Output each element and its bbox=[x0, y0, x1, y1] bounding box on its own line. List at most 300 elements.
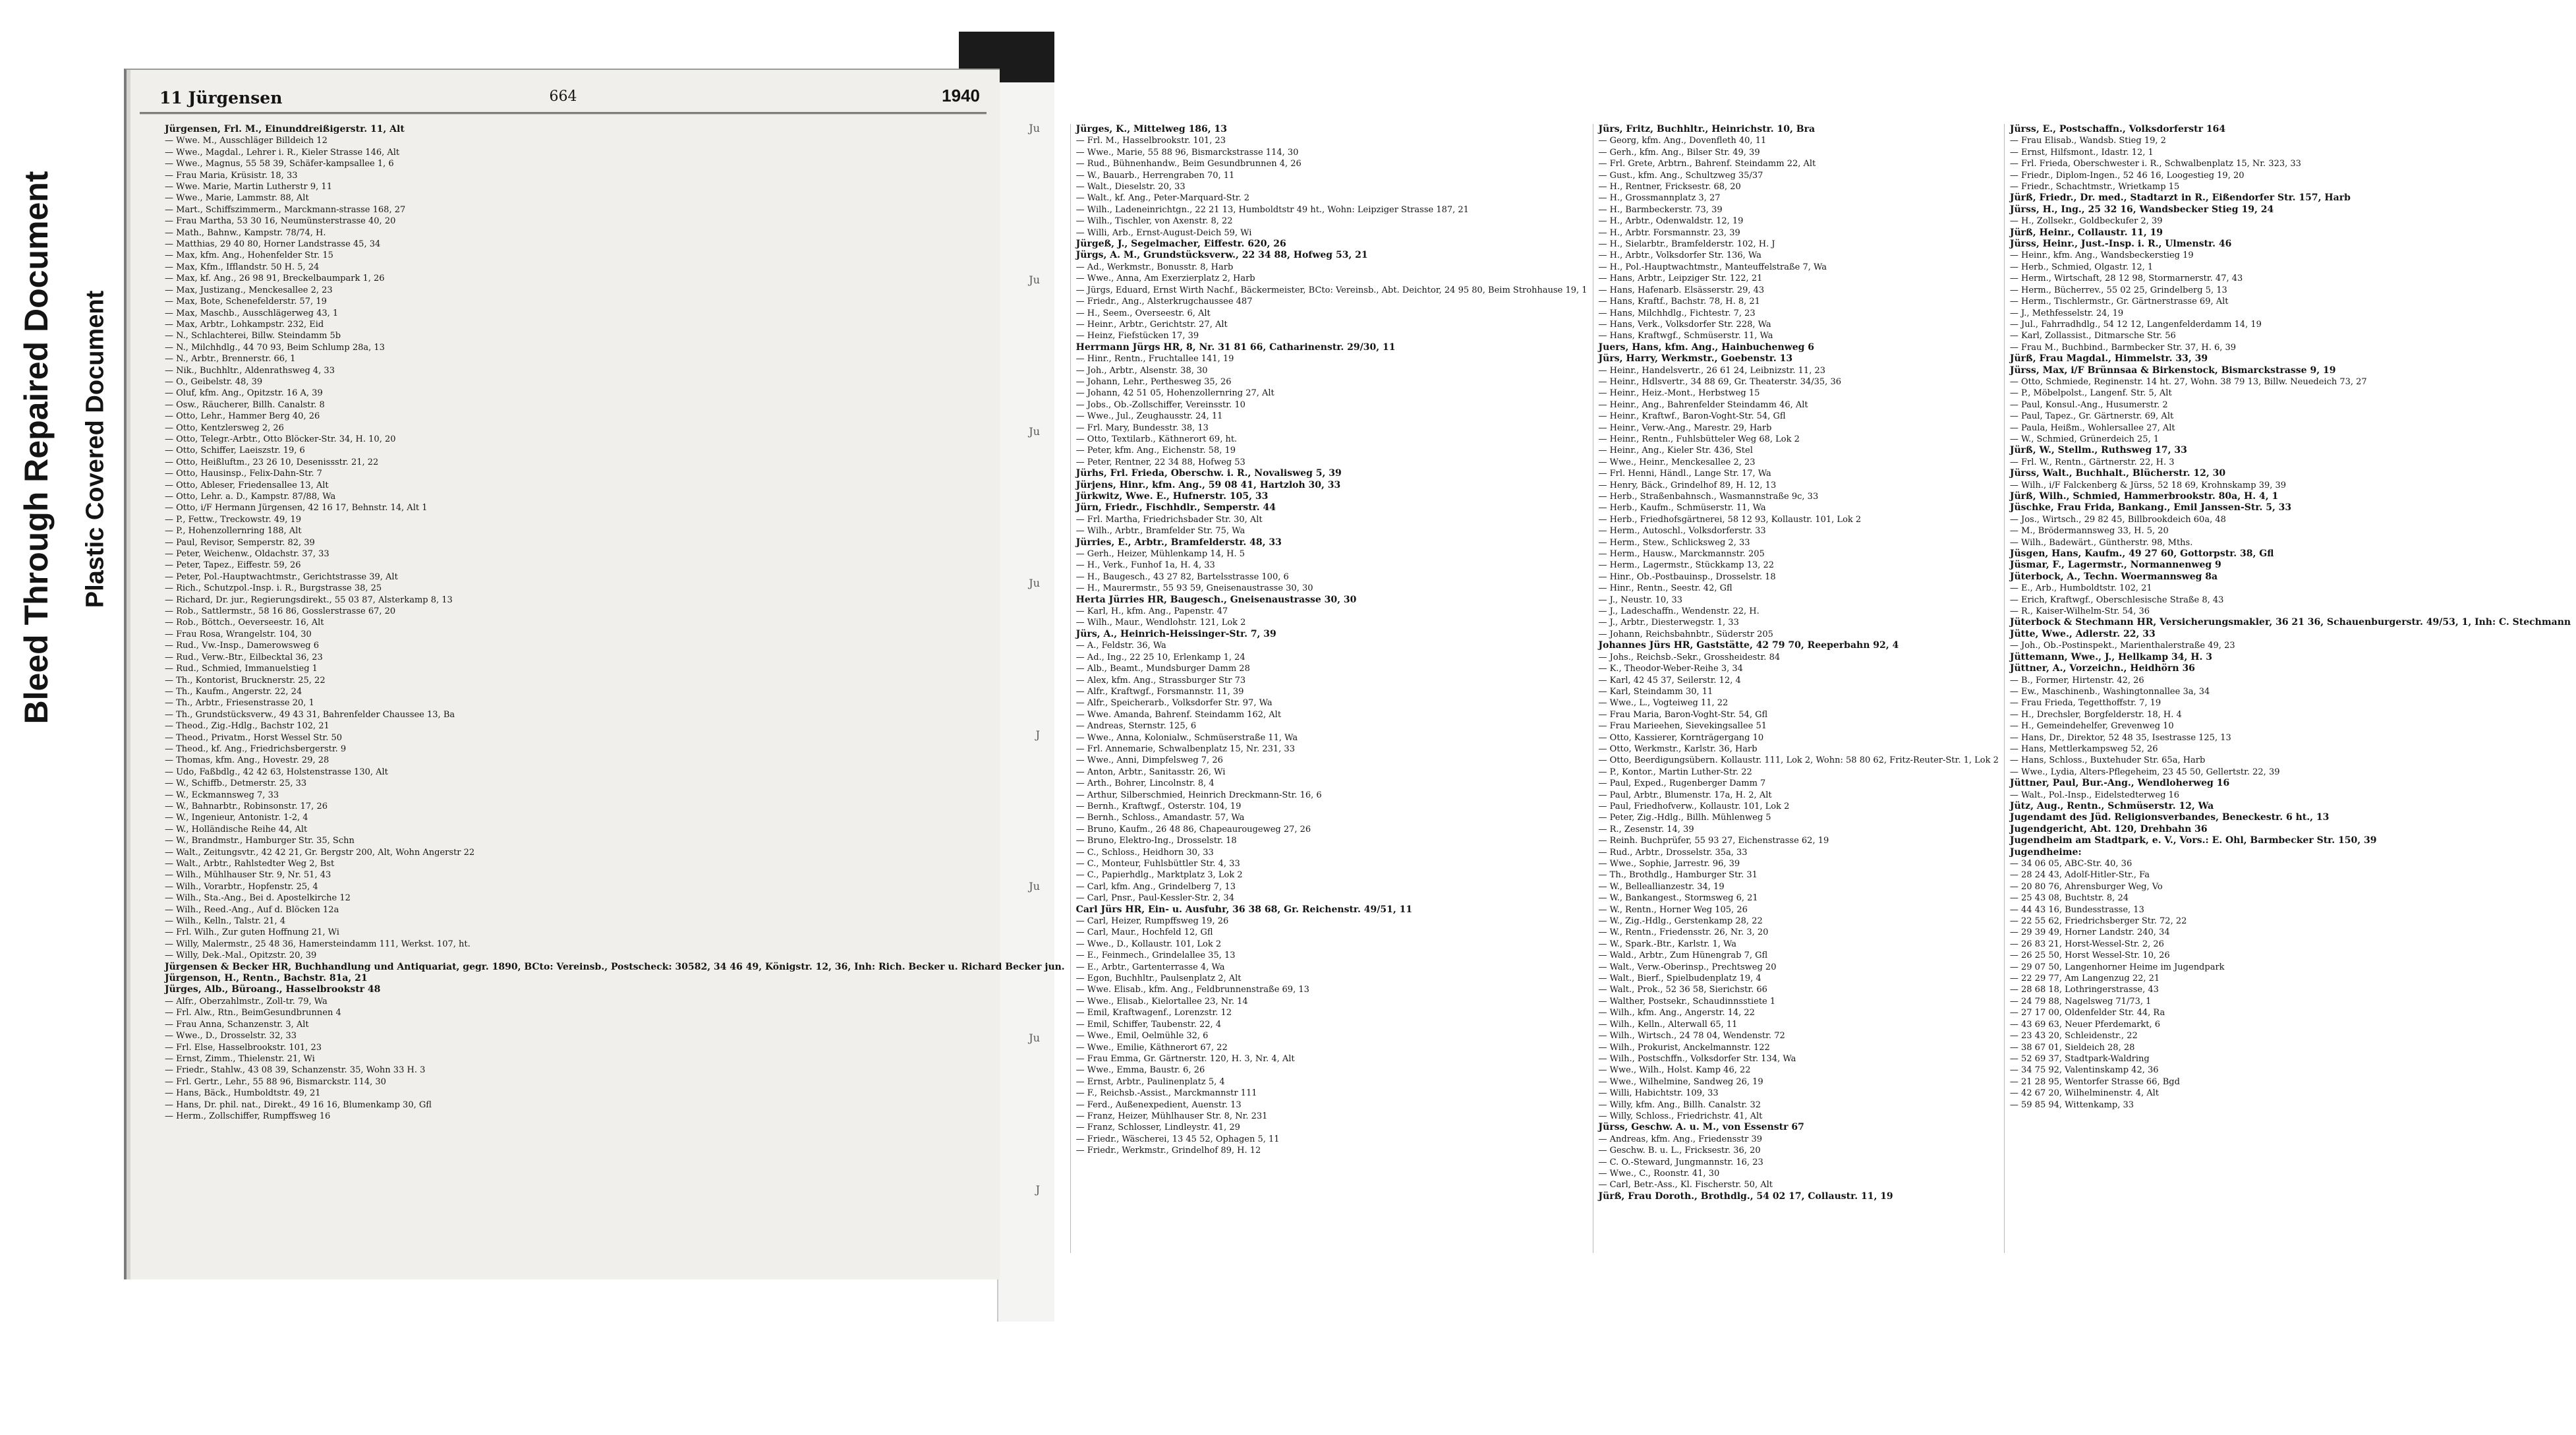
directory-entry: — Emil, Schiffer, Taubenstr. 22, 4 bbox=[1075, 1019, 1222, 1030]
directory-entry: — Frau Maria, Krüsistr. 18, 33 bbox=[165, 170, 298, 181]
adjacent-page-letter: Ju bbox=[1029, 274, 1040, 286]
directory-entry: — Alfr., Oberzahlmstr., Zoll-tr. 79, Wa bbox=[165, 996, 328, 1007]
bleed-through-caption: Bleed Through Repaired Document bbox=[18, 171, 55, 724]
directory-entry: — Th., Brothdlg., Hamburger Str. 31 bbox=[1598, 870, 1758, 881]
directory-entry: — P., Fettw., Treckowstr. 49, 19 bbox=[165, 514, 302, 525]
directory-entry: — C., Schloss., Heidhorn 30, 33 bbox=[1075, 847, 1214, 858]
directory-entry: — Max, Justizang., Menckesallee 2, 23 bbox=[165, 285, 333, 295]
directory-entry: — Jürgs, Eduard, Ernst Wirth Nachf., Bäckermeister, BCto: Vereinsb., Abt. Deichtor, 24 95 80, Beim Strohhause 19, 1 bbox=[1075, 285, 1588, 295]
directory-entry: — C. O.-Steward, Jungmannstr. 16, 23 bbox=[1598, 1157, 1763, 1167]
directory-entry: — Hans, Dr. phil. nat., Direkt., 49 16 16, Blumenkamp 30, Gfl bbox=[165, 1099, 432, 1110]
directory-entry: — J., Neustr. 10, 33 bbox=[1598, 595, 1682, 605]
directory-entry: — W., Zig.-Hdlg., Gerstenkamp 28, 22 bbox=[1598, 916, 1763, 927]
directory-entry: — W., Rentn., Horner Weg 105, 26 bbox=[1598, 904, 1748, 915]
directory-entry: — E., Arbtr., Gartenterrasse 4, Wa bbox=[1075, 962, 1225, 972]
directory-entry: — Wilh., Badewärt., Güntherstr. 98, Mths. bbox=[2009, 537, 2193, 548]
directory-entry: — Walt., Dieselstr. 20, 33 bbox=[1075, 182, 1186, 192]
directory-entry: Jürß, Frau Doroth., Brothdlg., 54 02 17, Collaustr. 11, 19 bbox=[1598, 1190, 1893, 1202]
directory-entry: Carl Jürs HR, Ein- u. Ausfuhr, 36 38 68, Gr. Reichenstr. 49/51, 11 bbox=[1075, 904, 1413, 915]
directory-entry: — Reinh. Buchprüfer, 55 93 27, Eichenstrasse 62, 19 bbox=[1598, 836, 1829, 846]
directory-entry: — W., Schiffb., Detmerstr. 25, 33 bbox=[165, 778, 307, 789]
directory-entry: — Herb., Schmied, Olgastr. 12, 1 bbox=[2009, 262, 2154, 272]
adjacent-page-letter: Ju bbox=[1029, 1032, 1040, 1044]
directory-entry: — W., Ingenieur, Antonistr. 1-2, 4 bbox=[165, 813, 308, 823]
column-2 bbox=[1071, 124, 1593, 1253]
page-number: 664 bbox=[549, 88, 577, 105]
directory-entry: — Wilh., Sta.-Ang., Bei d. Apostelkirche 12 bbox=[165, 893, 351, 904]
directory-entry: — 44 43 16, Bundesstrasse, 13 bbox=[2009, 904, 2144, 915]
directory-entry: — Wilh., i/F Falckenberg & Jürss, 52 18 69, Krohnskamp 39, 39 bbox=[2009, 480, 2287, 490]
directory-entry: — Frl. Grete, Arbtrn., Bahrenf. Steindamm 22, Alt bbox=[1598, 159, 1816, 169]
directory-entry: — H., Zollsekr., Goldbeckufer 2, 39 bbox=[2009, 216, 2163, 227]
directory-entry: — 34 06 05, ABC-Str. 40, 36 bbox=[2009, 859, 2132, 869]
directory-entry: Jüterbock, A., Techn. Woermannsweg 8a bbox=[2009, 571, 2218, 582]
directory-entry: — Th., Kaufm., Angerstr. 22, 24 bbox=[165, 686, 302, 697]
directory-entry: — Paul, Arbtr., Blumenstr. 17a, H. 2, Alt bbox=[1598, 790, 1772, 800]
directory-entry: Jürss, Geschw. A. u. M., von Essenstr 67 bbox=[1598, 1122, 1804, 1133]
directory-entry: — P., Hohenzollernring 188, Alt bbox=[165, 526, 302, 537]
directory-entry: — Herm., Autoschl., Volksdorferstr. 33 bbox=[1598, 526, 1766, 537]
directory-entry: — Emil, Kraftwagenf., Lorenzstr. 12 bbox=[1075, 1008, 1232, 1018]
directory-entry: — Karl, 42 45 37, Seilerstr. 12, 4 bbox=[1598, 675, 1741, 686]
directory-entry: — Ad., Werkmstr., Bonusstr. 8, Harb bbox=[1075, 262, 1234, 272]
directory-entry: — Wwe., Heinr., Menckesallee 2, 23 bbox=[1598, 457, 1756, 467]
directory-entry: — E., Feinmech., Grindelallee 35, 13 bbox=[1075, 951, 1236, 961]
directory-entry: — 38 67 01, Sieldeich 28, 28 bbox=[2009, 1042, 2135, 1053]
directory-entry: — Peter, kfm. Ang., Eichenstr. 58, 19 bbox=[1075, 446, 1236, 456]
directory-entry: — Wwe., Emil, Oelmühle 32, 6 bbox=[1075, 1031, 1209, 1041]
directory-entry: — Heinr., Heiz.-Mont., Herbstweg 15 bbox=[1598, 388, 1760, 399]
directory-entry: — Carl, kfm. Ang., Grindelberg 7, 13 bbox=[1075, 881, 1236, 892]
directory-entry: — Math., Bahnw., Kampstr. 78/74, H. bbox=[165, 227, 326, 238]
directory-entry: — Franz, Heizer, Mühlhauser Str. 8, Nr. 231 bbox=[1075, 1111, 1268, 1121]
directory-entry: — H., Pol.-Hauptwachtmstr., Manteuffelstraße 7, Wa bbox=[1598, 262, 1827, 272]
directory-entry: — Thomas, kfm. Ang., Hovestr. 29, 28 bbox=[165, 755, 329, 766]
directory-entry: Jüttemann, Wwe., J., Hellkamp 34, H. 3 bbox=[2009, 651, 2212, 662]
directory-entry: — Walt., Zeitungsvtr., 42 42 21, Gr. Bergstr 200, Alt, Wohn Angerstr 22 bbox=[165, 847, 475, 858]
directory-entry: — Max, Kfm., Ifflandstr. 50 H. 5, 24 bbox=[165, 262, 320, 272]
directory-entry: — Willi, Habichtstr. 109, 33 bbox=[1598, 1088, 1719, 1099]
directory-entry: — Ernst, Zimm., Thielenstr. 21, Wi bbox=[165, 1053, 315, 1064]
directory-entry: — Egon, Buchhltr., Paulsenplatz 2, Alt bbox=[1075, 974, 1242, 984]
directory-entry: — Wwe., Anna, Am Exerzierplatz 2, Harb bbox=[1075, 274, 1255, 284]
directory-entry: — 59 85 94, Wittenkamp, 33 bbox=[2009, 1099, 2134, 1110]
directory-entry: — Herm., Stew., Schlicksweg 2, 33 bbox=[1598, 537, 1750, 548]
directory-entry: — Erich, Kraftwgf., Oberschlesische Straße 8, 43 bbox=[2009, 595, 2224, 605]
directory-entry: — Otto, Kentzlersweg 2, 26 bbox=[165, 423, 284, 433]
directory-entry: — Jos., Wirtsch., 29 82 45, Billbrookdeich 60a, 48 bbox=[2009, 514, 2226, 525]
directory-entry: Jürs, Harry, Werkmstr., Goebenstr. 13 bbox=[1598, 353, 1793, 365]
directory-entry: — Frl. Alw., Rtn., BeimGesundbrunnen 4 bbox=[165, 1008, 341, 1018]
directory-entry: — H., Drechsler, Borgfelderstr. 18, H. 4 bbox=[2009, 709, 2182, 720]
directory-entry: — Friedr., Schachtmstr., Wrietkamp 15 bbox=[2009, 182, 2180, 192]
directory-entry: — Frau Frieda, Tegetthoffstr. 7, 19 bbox=[2009, 698, 2161, 709]
directory-entry: — Andreas, Sternstr. 125, 6 bbox=[1075, 721, 1197, 732]
directory-entry: — Max, kf. Ang., 26 98 91, Breckelbaumpark 1, 26 bbox=[165, 274, 385, 284]
directory-entry: — Wilh., Maur., Wendlohstr. 121, Lok 2 bbox=[1075, 618, 1246, 628]
column-3 bbox=[1593, 124, 2005, 1253]
directory-entry: — W., Bankangest., Stormsweg 6, 21 bbox=[1598, 893, 1758, 904]
directory-entry: — Ernst, Arbtr., Paulinenplatz 5, 4 bbox=[1075, 1076, 1225, 1087]
directory-columns bbox=[159, 124, 2571, 1253]
directory-entry: — Wwe., Emilie, Käthnerort 67, 22 bbox=[1075, 1042, 1228, 1053]
adjacent-page-letter: J bbox=[1035, 728, 1040, 741]
directory-entry: — 43 69 63, Neuer Pferdemarkt, 6 bbox=[2009, 1019, 2161, 1030]
directory-entry: — Walt., Verw.-Oberinsp., Prechtsweg 20 bbox=[1598, 962, 1777, 972]
directory-entry: — B., Former, Hirtenstr. 42, 26 bbox=[2009, 675, 2144, 686]
directory-entry: Jüttner, A., Vorzeichn., Heidhörn 36 bbox=[2009, 663, 2195, 674]
directory-entry: — Jobs., Ob.-Zollschiffer, Vereinsstr. 10 bbox=[1075, 399, 1245, 410]
directory-entry: — Herm., Lagermstr., Stückkamp 13, 22 bbox=[1598, 560, 1775, 571]
directory-entry: — Hans, Kraftf., Bachstr. 78, H. 8, 21 bbox=[1598, 297, 1760, 307]
directory-entry: — Frau Marieehen, Sievekingsallee 51 bbox=[1598, 721, 1767, 732]
directory-entry: — Rob., Böttch., Oeverseestr. 16, Alt bbox=[165, 618, 324, 628]
page-header-left: 11 Jürgensen bbox=[159, 88, 283, 107]
directory-entry: — Frl. Gertr., Lehr., 55 88 96, Bismarckstr. 114, 30 bbox=[165, 1076, 386, 1087]
directory-entry: — P., Kontor., Martin Luther-Str. 22 bbox=[1598, 767, 1752, 777]
directory-entry: — Hans, Verk., Volksdorfer Str. 228, Wa bbox=[1598, 319, 1771, 330]
directory-entry: — J., Ladeschaffn., Wendenstr. 22, H. bbox=[1598, 606, 1760, 617]
directory-entry: — Paula, Heißm., Wohlersallee 27, Alt bbox=[2009, 423, 2175, 433]
directory-entry: — Wilh., kfm. Ang., Angerstr. 14, 22 bbox=[1598, 1008, 1755, 1018]
directory-entry: — Gust., kfm. Ang., Schultzweg 35/37 bbox=[1598, 170, 1763, 181]
directory-entry: — Hans, Schloss., Buxtehuder Str. 65a, Harb bbox=[2009, 755, 2206, 766]
directory-entry: Jürss, Max, i/F Brünnsaa & Birkenstock, Bismarckstrasse 9, 19 bbox=[2009, 365, 2336, 376]
directory-entry: Jürries, E., Arbtr., Bramfelderstr. 48, 33 bbox=[1075, 537, 1282, 548]
directory-entry: — Wald., Arbtr., Zum Hünengrab 7, Gfl bbox=[1598, 951, 1768, 961]
directory-entry: — Carl, Pnsr., Paul-Kessler-Str. 2, 34 bbox=[1075, 893, 1235, 904]
directory-entry: — Wwe., Marie, 55 88 96, Bismarckstrasse 114, 30 bbox=[1075, 147, 1299, 158]
directory-entry: — Alex, kfm. Ang., Strassburger Str 73 bbox=[1075, 675, 1246, 686]
directory-entry: — 21 28 95, Wentorfer Strasse 66, Bgd bbox=[2009, 1076, 2180, 1087]
directory-entry: — H., Arbtr., Odenwaldstr. 12, 19 bbox=[1598, 216, 1744, 227]
directory-entry: — Carl, Heizer, Rumpffsweg 19, 26 bbox=[1075, 916, 1229, 927]
directory-entry: — H., Rentner, Fricksestr. 68, 20 bbox=[1598, 182, 1741, 192]
directory-entry: — Karl, Zollassist., Ditmarsche Str. 56 bbox=[2009, 331, 2176, 341]
directory-entry: — Walther, Postsekr., Schaudinnsstiete 1 bbox=[1598, 996, 1776, 1007]
directory-entry: — Frl. Wilh., Zur guten Hoffnung 21, Wi bbox=[165, 927, 339, 938]
directory-entry: — Matthias, 29 40 80, Horner Landstrasse 45, 34 bbox=[165, 239, 381, 250]
directory-entry: Jürn, Friedr., Fischhdlr., Semperstr. 44 bbox=[1075, 502, 1276, 513]
directory-entry: — Wilh., Vorarbtr., Hopfenstr. 25, 4 bbox=[165, 881, 318, 892]
directory-entry: — Anton, Arbtr., Sanitasstr. 26, Wi bbox=[1075, 767, 1226, 777]
directory-entry: Jürss, Heinr., Just.-Insp. i. R., Ulmenstr. 46 bbox=[2009, 239, 2232, 250]
directory-entry: — Paul, Friedhofverw., Kollaustr. 101, Lok 2 bbox=[1598, 801, 1790, 811]
directory-entry: — Hans, Milchhdlg., Fichtestr. 7, 23 bbox=[1598, 308, 1756, 318]
directory-entry: — Heinr., Rentn., Fuhlsbütteler Weg 68, Lok 2 bbox=[1598, 434, 1800, 444]
directory-entry: — Bernh., Schloss., Amandastr. 57, Wa bbox=[1075, 813, 1245, 823]
directory-entry: — Herm., Hausw., Marckmannstr. 205 bbox=[1598, 549, 1765, 560]
adjacent-page-letter: Ju bbox=[1029, 425, 1040, 438]
directory-entry: — Rob., Sattlermstr., 58 16 86, Gosslerstrasse 67, 20 bbox=[165, 606, 396, 617]
directory-entry: — W., Bauarb., Herrengraben 70, 11 bbox=[1075, 170, 1235, 181]
directory-entry: — H., Maurermstr., 55 93 59, Gneisenaustrasse 30, 30 bbox=[1075, 583, 1313, 594]
directory-entry: — Frau Maria, Baron-Voght-Str. 54, Gfl bbox=[1598, 709, 1768, 720]
directory-entry: — Mart., Schiffszimmerm., Marckmann-strasse 168, 27 bbox=[165, 204, 406, 215]
directory-entry: — Heinr., Handelsvertr., 26 61 24, Leibnizstr. 11, 23 bbox=[1598, 365, 1826, 376]
directory-entry: — K., Theodor-Weber-Reihe 3, 34 bbox=[1598, 664, 1743, 674]
directory-entry: — Herm., Wirtschaft, 28 12 98, Stormarnerstr. 47, 43 bbox=[2009, 274, 2243, 284]
directory-entry: — H., Sielarbtr., Bramfelderstr. 102, H. J bbox=[1598, 239, 1775, 250]
directory-entry: Jürhs, Frl. Frieda, Oberschw. i. R., Novalisweg 5, 39 bbox=[1075, 468, 1342, 479]
directory-entry: — Frau Elisab., Wandsb. Stieg 19, 2 bbox=[2009, 136, 2166, 146]
directory-entry: — Wwe. Amanda, Bahrenf. Steindamm 162, Alt bbox=[1075, 709, 1282, 720]
directory-entry: — Rud., Schmied, Immanuelstieg 1 bbox=[165, 664, 318, 674]
directory-entry: — Carl, Betr.-Ass., Kl. Fischerstr. 50, Alt bbox=[1598, 1180, 1773, 1190]
directory-entry: — Wwe., Sophie, Jarrestr. 96, 39 bbox=[1598, 859, 1740, 869]
directory-entry: — H., Grossmannplatz 3, 27 bbox=[1598, 193, 1721, 204]
directory-entry: — Wwe., Magnus, 55 58 39, Schäfer-kampsallee 1, 6 bbox=[165, 159, 394, 169]
directory-entry: — Walt., Arbtr., Rahlstedter Weg 2, Bst bbox=[165, 859, 335, 869]
directory-entry: — W., Spark.-Btr., Karlstr. 1, Wa bbox=[1598, 939, 1737, 949]
directory-entry: — Rich., Schutzpol.-Insp. i. R., Burgstrasse 38, 25 bbox=[165, 583, 382, 594]
directory-entry: Jürgs, A. M., Grundstücksverw., 22 34 88, Hofweg 53, 21 bbox=[1075, 250, 1368, 261]
directory-entry: — Willi, Arb., Ernst-August-Deich 59, Wi bbox=[1075, 227, 1252, 238]
directory-entry: — Willy, Schloss., Friedrichstr. 41, Alt bbox=[1598, 1111, 1763, 1121]
directory-entry: — R., Zesenstr. 14, 39 bbox=[1598, 824, 1694, 835]
directory-entry: — 34 75 92, Valentinskamp 42, 36 bbox=[2009, 1065, 2159, 1076]
directory-entry: — Oluf, kfm. Ang., Opitzstr. 16 A, 39 bbox=[165, 388, 323, 399]
directory-entry: — Otto, Schiffer, Laeiszstr. 19, 6 bbox=[165, 446, 305, 456]
directory-entry: — Walt., kf. Ang., Peter-Marquard-Str. 2 bbox=[1075, 193, 1250, 204]
directory-entry: — Peter, Rentner, 22 34 88, Hofweg 53 bbox=[1075, 457, 1245, 467]
directory-entry: — Hans, Mettlerkampsweg 52, 26 bbox=[2009, 744, 2158, 754]
directory-entry: — Wwe., Magdal., Lehrer i. R., Kieler Strasse 146, Alt bbox=[165, 147, 400, 158]
directory-entry: — Gerh., kfm. Ang., Bilser Str. 49, 39 bbox=[1598, 147, 1760, 158]
directory-entry: — Wwe., Marie, Lammstr. 88, Alt bbox=[165, 193, 309, 204]
directory-entry: — Joh., Ob.-Postinspekt., Marienthalerstraße 49, 23 bbox=[2009, 641, 2235, 651]
directory-entry: Jüterbock & Stechmann HR, Versicherungsmakler, 36 21 36, Schauenburgerstr. 49/53, 1, Inh: C. Stechmann bbox=[2009, 617, 2571, 628]
directory-entry: — Hinr., Ob.-Postbauinsp., Drosselstr. 18 bbox=[1598, 571, 1776, 582]
column-1 bbox=[159, 124, 1071, 1253]
directory-entry: — Wwe., Elisab., Kielortallee 23, Nr. 14 bbox=[1075, 996, 1248, 1007]
directory-entry: — Heinr., Ang., Bahrenfelder Steindamm 46, Alt bbox=[1598, 399, 1808, 410]
directory-entry: — Wilh., Tischler, von Axenstr. 8, 22 bbox=[1075, 216, 1233, 227]
directory-entry: — W., Rentn., Friedensstr. 26, Nr. 3, 20 bbox=[1598, 927, 1769, 938]
directory-entry: Jürjens, Hinr., kfm. Ang., 59 08 41, Hartzloh 30, 33 bbox=[1075, 479, 1341, 490]
directory-entry: Jugendamt des Jüd. Religionsverbandes, Beneckestr. 6 ht., 13 bbox=[2009, 812, 2330, 823]
directory-entry: — H., Arbtr., Volksdorfer Str. 136, Wa bbox=[1598, 250, 1761, 261]
directory-entry: — Rud., Vw.-Insp., Damerowsweg 6 bbox=[165, 641, 319, 651]
directory-entry: — Udo, Faßbdlg., 42 42 63, Holstenstrasse 130, Alt bbox=[165, 767, 388, 777]
directory-entry: — J., Arbtr., Diesterwegstr. 1, 33 bbox=[1598, 618, 1739, 628]
directory-entry: — Jul., Fahrradhdlg., 54 12 12, Langenfelderdamm 14, 19 bbox=[2009, 319, 2262, 330]
page-year: 1940 bbox=[942, 86, 980, 105]
directory-entry: — 20 80 76, Ahrensburger Weg, Vo bbox=[2009, 881, 2163, 892]
directory-entry: — N., Schlachterei, Billw. Steindamm 5b bbox=[165, 331, 341, 341]
directory-entry: — Frau M., Buchbind., Barmbecker Str. 37, H. 6, 39 bbox=[2009, 342, 2237, 353]
directory-entry: — Osw., Räucherer, Billh. Canalstr. 8 bbox=[165, 399, 325, 410]
directory-entry: Juers, Hans, kfm. Ang., Hainbuchenweg 6 bbox=[1598, 341, 1815, 353]
directory-entry: — Frl. Martha, Friedrichsbader Str. 30, Alt bbox=[1075, 514, 1263, 525]
directory-entry: — 52 69 37, Stadtpark-Waldring bbox=[2009, 1053, 2150, 1064]
directory-entry: — Theod., Privatm., Horst Wessel Str. 50 bbox=[165, 732, 343, 743]
directory-entry: — Hans, Arbtr., Leipziger Str. 122, 21 bbox=[1598, 274, 1763, 284]
directory-entry: — H., Barmbeckerstr. 73, 39 bbox=[1598, 204, 1723, 215]
directory-entry: — Hans, Kraftwgf., Schmüserstr. 11, Wa bbox=[1598, 331, 1773, 341]
directory-entry: — P., Möbelpolst., Langenf. Str. 5, Alt bbox=[2009, 388, 2172, 399]
directory-entry: — Wilh., Ladeneinrichtgn., 22 21 13, Humboldtstr 49 ht., Wohn: Leipziger Strasse 187, 21 bbox=[1075, 204, 1469, 215]
directory-entry: — Arthur, Silberschmied, Heinrich Dreckmann-Str. 16, 6 bbox=[1075, 790, 1322, 800]
directory-entry: — H., Gemeindehelfer, Grevenweg 10 bbox=[2009, 721, 2174, 732]
directory-entry: — Wilh., Postschffn., Volksdorfer Str. 134, Wa bbox=[1598, 1053, 1796, 1064]
directory-entry: Jütte, Wwe., Adlerstr. 22, 33 bbox=[2009, 628, 2156, 639]
directory-entry: — Frl. Else, Hasselbrookstr. 101, 23 bbox=[165, 1042, 322, 1053]
directory-entry: — W., Schmied, Grünerdeich 25, 1 bbox=[2009, 434, 2160, 444]
directory-entry: — Johs., Reichsb.-Sekr., Grossheidestr. 84 bbox=[1598, 652, 1781, 662]
directory-entry: — Hans, Hafenarb. Elsässerstr. 29, 43 bbox=[1598, 285, 1765, 295]
directory-entry: — Johann, 42 51 05, Hohenzollernring 27, Alt bbox=[1075, 388, 1274, 399]
directory-entry: — Wwe., Wilh., Holst. Kamp 46, 22 bbox=[1598, 1065, 1751, 1076]
directory-entry: — E., Arb., Humboldtstr. 102, 21 bbox=[2009, 583, 2152, 594]
directory-entry: Jüsgen, Hans, Kaufm., 49 27 60, Gottorpstr. 38, Gfl bbox=[2009, 548, 2274, 560]
directory-entry: — 29 07 50, Langenhorner Heime im Jugendpark bbox=[2009, 962, 2225, 972]
directory-entry: — Otto, Schmiede, Reginenstr. 14 ht. 27, Wohn. 38 79 13, Billw. Neuedeich 73, 27 bbox=[2009, 376, 2367, 387]
directory-entry: — Max, kfm. Ang., Hohenfelder Str. 15 bbox=[165, 250, 333, 261]
directory-entry: — J., Methfesselstr. 24, 19 bbox=[2009, 308, 2124, 318]
directory-entry: — R., Kaiser-Wilhelm-Str. 54, 36 bbox=[2009, 606, 2150, 617]
directory-entry: — Peter, Pol.-Hauptwachtmstr., Gerichtstrasse 39, Alt bbox=[165, 571, 398, 582]
directory-entry: — O., Geibelstr. 48, 39 bbox=[165, 376, 263, 387]
directory-entry: — Bruno, Kaufm., 26 48 86, Chapeaurougeweg 27, 26 bbox=[1075, 824, 1311, 835]
directory-entry: Jugendheim am Stadtpark, e. V., Vors.: E. Ohl, Barmbecker Str. 150, 39 bbox=[2009, 835, 2377, 846]
directory-entry: — Peter, Weichenw., Oldachstr. 37, 33 bbox=[165, 549, 329, 560]
directory-entry: — Heinr., Arbtr., Gerichtstr. 27, Alt bbox=[1075, 319, 1228, 330]
directory-entry: — Otto, i/F Hermann Jürgensen, 42 16 17, Behnstr. 14, Alt 1 bbox=[165, 503, 428, 513]
directory-entry: — Heinr., Ang., Kieler Str. 436, Stel bbox=[1598, 446, 1753, 456]
directory-entry: — H., Seem., Overseestr. 6, Alt bbox=[1075, 308, 1211, 318]
directory-entry: — Friedr., Diplom-Ingen., 52 46 16, Loogestieg 19, 20 bbox=[2009, 170, 2245, 181]
directory-entry: — Heinz, Fiefstücken 17, 39 bbox=[1075, 331, 1199, 341]
directory-entry: Jürgensen & Becker HR, Buchhandlung und Antiquariat, gegr. 1890, BCto: Vereinsb., Postscheck: 30582, 34 46 49, Königstr. 12, 36, Inh: Rich. Becker u. Richard Becker jun. bbox=[165, 961, 1065, 972]
directory-entry: — Wwe., L., Vogteiweg 11, 22 bbox=[1598, 698, 1729, 709]
directory-entry: — Paul, Revisor, Semperstr. 82, 39 bbox=[165, 537, 315, 548]
directory-entry: — Wilh., Mühlhauser Str. 9, Nr. 51, 43 bbox=[165, 870, 331, 881]
directory-entry: — Willy, Dek.-Mal., Opitzstr. 20, 39 bbox=[165, 951, 317, 961]
directory-entry: Jürges, K., Mittelweg 186, 13 bbox=[1075, 124, 1228, 134]
directory-entry: — A., Feldstr. 36, Wa bbox=[1075, 641, 1166, 651]
directory-entry: Jürs, A., Heinrich-Heissinger-Str. 7, 39 bbox=[1075, 628, 1276, 639]
directory-entry: Jürß, Wilh., Schmied, Hammerbrookstr. 80a, H. 4, 1 bbox=[2009, 491, 2279, 502]
directory-entry: — Wwe., D., Kollaustr. 101, Lok 2 bbox=[1075, 939, 1222, 949]
directory-entry: — 26 83 21, Horst-Wessel-Str. 2, 26 bbox=[2009, 939, 2164, 949]
directory-entry: — 28 68 18, Lothringerstrasse, 43 bbox=[2009, 985, 2159, 995]
directory-entry: — Willy, kfm. Ang., Billh. Canalstr. 32 bbox=[1598, 1099, 1761, 1110]
directory-entry: — Ad., Ing., 22 25 10, Erlenkamp 1, 24 bbox=[1075, 652, 1245, 662]
directory-entry: — Wilh., Kelln., Talstr. 21, 4 bbox=[165, 916, 286, 927]
directory-entry: — Johann, Reichsbahnbtr., Süderstr 205 bbox=[1598, 629, 1773, 639]
directory-entry: — Karl, Steindamm 30, 11 bbox=[1598, 686, 1713, 697]
directory-entry: — Wwe., Jul., Zeughausstr. 24, 11 bbox=[1075, 411, 1223, 422]
directory-entry: — W., Belleallianzestr. 34, 19 bbox=[1598, 881, 1725, 892]
directory-entry: — Karl, H., kfm. Ang., Papenstr. 47 bbox=[1075, 606, 1228, 617]
directory-entry: — 26 25 50, Horst Wessel-Str. 10, 26 bbox=[2009, 951, 2170, 961]
directory-entry: — Wwe., Wilhelmine, Sandweg 26, 19 bbox=[1598, 1076, 1763, 1087]
directory-entry: — Wwe., Anna, Kolonialw., Schmüserstraße 11, Wa bbox=[1075, 732, 1298, 743]
directory-entry: — Ferd., Außenexpedient, Auenstr. 13 bbox=[1075, 1099, 1242, 1110]
directory-entry: — Frl. W., Rentn., Gärtnerstr. 22, H. 3 bbox=[2009, 457, 2175, 467]
directory-entry: — Wwe., Anni, Dimpfelsweg 7, 26 bbox=[1075, 755, 1223, 766]
directory-entry: — Willy, Malermstr., 25 48 36, Hamersteindamm 111, Werkst. 107, ht. bbox=[165, 939, 471, 949]
directory-entry: — Alfr., Kraftwgf., Forsmannstr. 11, 39 bbox=[1075, 686, 1244, 697]
directory-entry: — Otto, Ableser, Friedensallee 13, Alt bbox=[165, 480, 329, 490]
directory-entry: — Frl. M., Hasselbrookstr. 101, 23 bbox=[1075, 136, 1226, 146]
directory-entry: — Friedr., Stahlw., 43 08 39, Schanzenstr. 35, Wohn 33 H. 3 bbox=[165, 1065, 426, 1076]
directory-entry: — 27 17 00, Oldenfelder Str. 44, Ra bbox=[2009, 1008, 2165, 1018]
directory-entry: — W., Brandmstr., Hamburger Str. 35, Schn bbox=[165, 836, 355, 846]
directory-entry: Jürss, Walt., Buchhalt., Blücherstr. 12, 30 bbox=[2009, 468, 2226, 479]
directory-entry: — Frau Emma, Gr. Gärtnerstr. 120, H. 3, Nr. 4, Alt bbox=[1075, 1053, 1295, 1064]
directory-entry: — Frau Martha, 53 30 16, Neumünsterstrasse 40, 20 bbox=[165, 216, 396, 227]
directory-entry: — Peter, Zig.-Hdlg., Billh. Mühlenweg 5 bbox=[1598, 813, 1771, 823]
directory-entry: — Otto, Telegr.-Arbtr., Otto Blöcker-Str. 34, H. 10, 20 bbox=[165, 434, 396, 444]
directory-entry: — Wilh., Prokurist, Anckelmannstr. 122 bbox=[1598, 1042, 1770, 1053]
directory-entry: Jütz, Aug., Rentn., Schmüserstr. 12, Wa bbox=[2009, 800, 2214, 811]
directory-page bbox=[124, 69, 2571, 1279]
directory-entry: — Nik., Buchhltr., Aldenrathsweg 4, 33 bbox=[165, 365, 335, 376]
directory-entry: — Wwe., C., Roonstr. 41, 30 bbox=[1598, 1168, 1720, 1179]
directory-entry: — Wilh., Kelln., Alterwall 65, 11 bbox=[1598, 1019, 1738, 1030]
directory-entry: — Rud., Arbtr., Drosselstr. 35a, 33 bbox=[1598, 847, 1748, 858]
directory-entry: — C., Papierhdlg., Marktplatz 3, Lok 2 bbox=[1075, 870, 1243, 881]
directory-entry: — Hinr., Rentn., Fruchtallee 141, 19 bbox=[1075, 354, 1234, 365]
directory-entry: — Peter, Tapez., Eiffestr. 59, 26 bbox=[165, 560, 301, 571]
directory-entry: — Friedr., Wäscherei, 13 45 52, Ophagen 5, 11 bbox=[1075, 1134, 1280, 1144]
directory-entry: — Andreas, kfm. Ang., Friedensstr 39 bbox=[1598, 1134, 1763, 1144]
directory-entry: — Alfr., Speicherarb., Volksdorfer Str. 97, Wa bbox=[1075, 698, 1273, 709]
directory-entry: — Wilh., Wirtsch., 24 78 04, Wendenstr. 72 bbox=[1598, 1031, 1785, 1041]
directory-entry: Herta Jürries HR, Baugesch., Gneisenaustrasse 30, 30 bbox=[1075, 594, 1357, 605]
directory-entry: — 25 43 08, Buchtstr. 8, 24 bbox=[2009, 893, 2129, 904]
adjacent-page-letter: Ju bbox=[1029, 880, 1040, 893]
directory-entry: — Otto, Werkmstr., Karlstr. 36, Harb bbox=[1598, 744, 1758, 754]
scan-bottom-margin bbox=[0, 1326, 1054, 1435]
directory-entry: — Th., Kontorist, Brucknerstr. 25, 22 bbox=[165, 675, 326, 686]
directory-entry: — Frl. Annemarie, Schwalbenplatz 15, Nr. 231, 33 bbox=[1075, 744, 1295, 754]
directory-entry: — 28 24 43, Adolf-Hitler-Str., Fa bbox=[2009, 870, 2150, 881]
directory-entry: — Theod., Zig.-Hdlg., Bachstr 102, 21 bbox=[165, 721, 329, 732]
directory-entry: — Theod., kf. Ang., Friedrichsbergerstr. 9 bbox=[165, 744, 347, 754]
directory-entry: — Frl. Frieda, Oberschwester i. R., Schwalbenplatz 15, Nr. 323, 33 bbox=[2009, 159, 2301, 169]
directory-entry: — Hinr., Rentn., Seestr. 42, Gfl bbox=[1598, 583, 1732, 594]
directory-entry: — Otto, Lehr. a. D., Kampstr. 87/88, Wa bbox=[165, 492, 336, 502]
directory-entry: — Johann, Lehr., Perthesweg 35, 26 bbox=[1075, 376, 1232, 387]
directory-entry: — N., Arbtr., Brennerstr. 66, 1 bbox=[165, 354, 296, 365]
directory-entry: — H., Verk., Funhof 1a, H. 4, 33 bbox=[1075, 560, 1215, 571]
directory-entry: — 29 39 49, Horner Landstr. 240, 34 bbox=[2009, 927, 2170, 938]
directory-entry: Jürß, W., Stellm., Ruthsweg 17, 33 bbox=[2009, 445, 2187, 456]
directory-entry: — Frl. Henni, Händl., Lange Str. 17, Wa bbox=[1598, 469, 1771, 479]
directory-entry: — Max, Maschb., Ausschlägerweg 43, 1 bbox=[165, 308, 339, 318]
directory-entry: Herrmann Jürgs HR, 8, Nr. 31 81 66, Catharinenstr. 29/30, 11 bbox=[1075, 341, 1396, 353]
directory-entry: — Herm., Tischlermstr., Gr. Gärtnerstrasse 69, Alt bbox=[2009, 297, 2229, 307]
directory-entry: — Georg, kfm. Ang., Dovenfleth 40, 11 bbox=[1598, 136, 1767, 146]
directory-entry: — Wwe. Marie, Martin Lutherstr 9, 11 bbox=[165, 182, 332, 192]
directory-entry: — Wwe., Lydia, Alters-Pflegeheim, 23 45 50, Gellertstr. 22, 39 bbox=[2009, 767, 2280, 777]
directory-entry: — Gerh., Heizer, Mühlenkamp 14, H. 5 bbox=[1075, 549, 1245, 560]
directory-entry: — W., Bahnarbtr., Robinsonstr. 17, 26 bbox=[165, 801, 328, 811]
directory-entry: Jugendgericht, Abt. 120, Drehbahn 36 bbox=[2009, 823, 2208, 835]
directory-entry: — Herb., Kaufm., Schmüserstr. 11, Wa bbox=[1598, 503, 1766, 513]
directory-entry: — Wwe. M., Ausschläger Billdeich 12 bbox=[165, 136, 328, 146]
directory-entry: Jüttner, Paul, Bur.-Ang., Wendloherweg 16 bbox=[2009, 778, 2230, 789]
directory-entry: — F., Reichsb.-Assist., Marckmannstr 111 bbox=[1075, 1088, 1257, 1099]
directory-entry: — Herb., Friedhofsgärtnerei, 58 12 93, Kollaustr. 101, Lok 2 bbox=[1598, 514, 1862, 525]
directory-entry: — Hans, Bäck., Humboldtstr. 49, 21 bbox=[165, 1088, 321, 1099]
directory-entry: — 22 55 62, Friedrichsberger Str. 72, 22 bbox=[2009, 916, 2187, 927]
directory-entry: — Frl. Mary, Bundesstr. 38, 13 bbox=[1075, 423, 1209, 433]
directory-entry: — Heinr., Hdlsvertr., 34 88 69, Gr. Theaterstr. 34/35, 36 bbox=[1598, 376, 1841, 387]
